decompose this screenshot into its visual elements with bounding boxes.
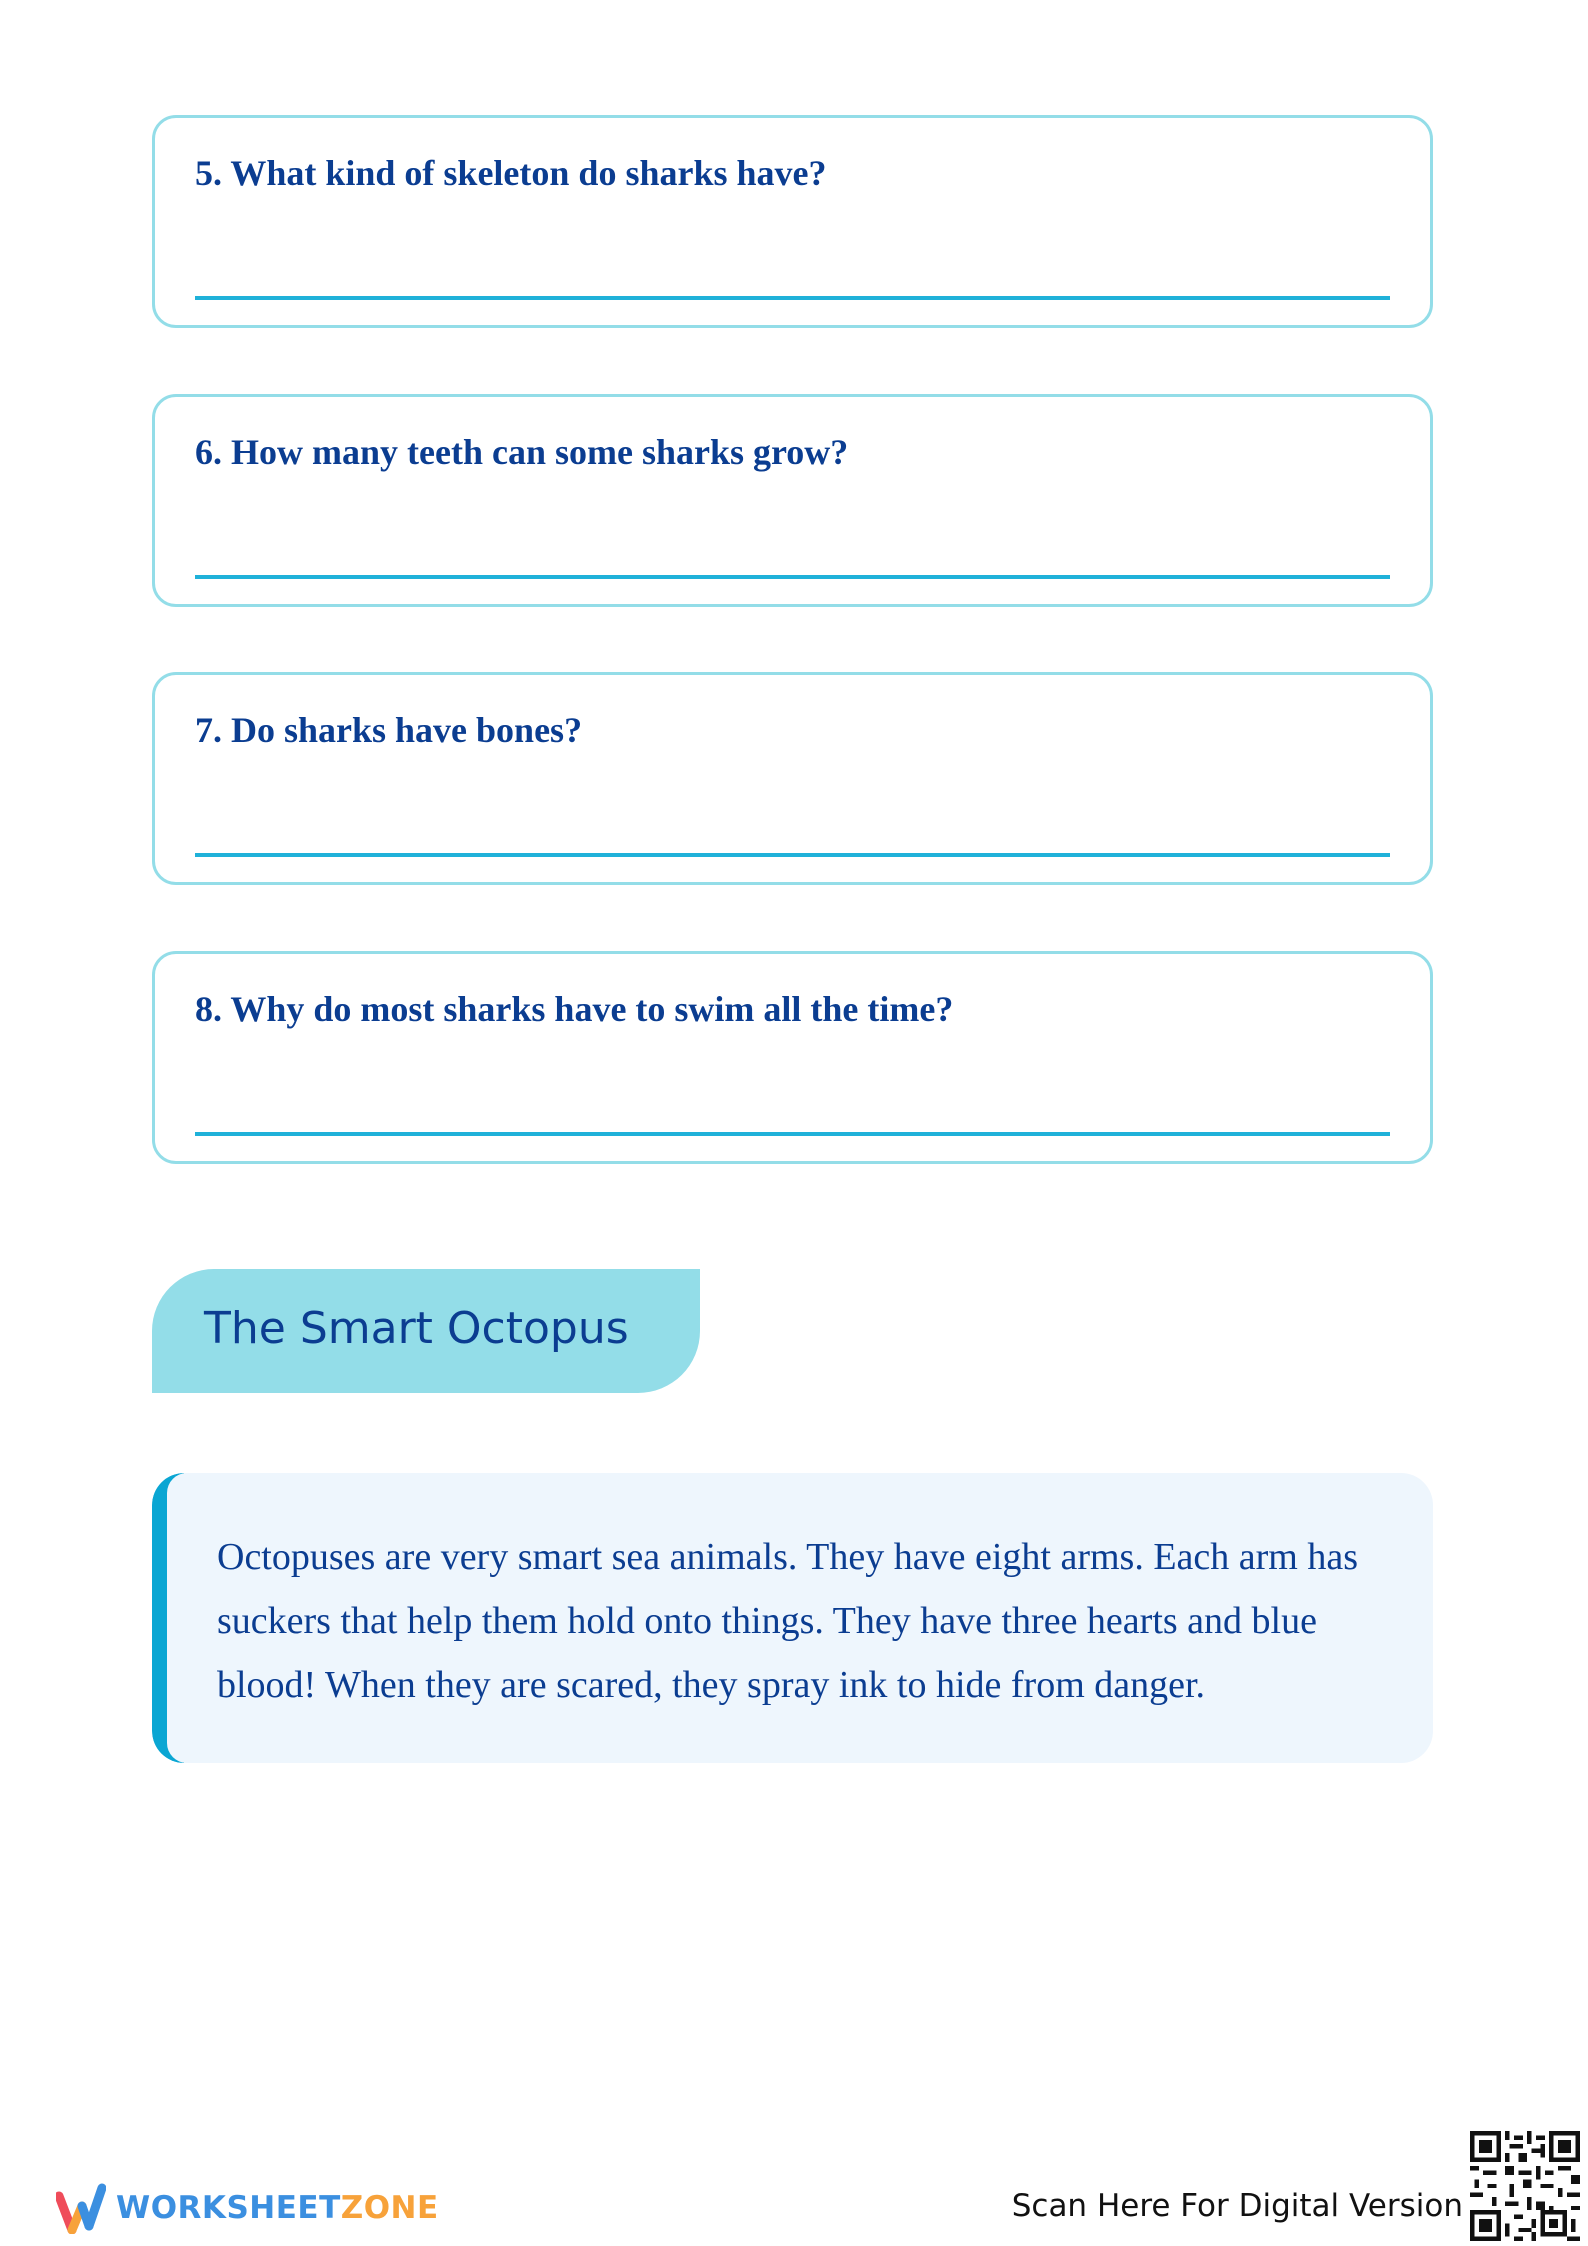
question-number: 5. — [195, 153, 222, 193]
scan-prompt: Scan Here For Digital Version — [1011, 2188, 1463, 2224]
answer-line[interactable] — [195, 1132, 1390, 1136]
question-7-text — [195, 709, 582, 751]
qr-code-icon[interactable] — [1470, 2131, 1580, 2241]
answer-line[interactable] — [195, 575, 1390, 579]
answer-line[interactable] — [195, 296, 1390, 300]
brand-name-part1: WORKSHEET — [116, 2190, 341, 2226]
question-box-8 — [152, 951, 1433, 1164]
passage-text: Octopuses are very smart sea animals. They have eight arms. Each arm has suckers that help them hold onto things. They have three hearts and blue blood! When they are scared, they spray ink to hide from danger. — [217, 1536, 1359, 1706]
question-label: Why do most sharks have to swim all the time? — [230, 989, 954, 1029]
section-title: The Smart Octopus — [204, 1303, 629, 1354]
brand-name-part2: ZONE — [340, 2190, 439, 2226]
worksheetzone-logo[interactable] — [56, 2178, 439, 2238]
question-number: 6. — [195, 432, 222, 472]
question-5-text — [195, 152, 827, 194]
question-6-text — [195, 431, 848, 473]
answer-line[interactable] — [195, 853, 1390, 857]
brand-name — [116, 2190, 439, 2226]
question-box-7 — [152, 672, 1433, 885]
question-label: What kind of skeleton do sharks have? — [230, 153, 827, 193]
worksheetzone-logo-icon — [56, 2182, 106, 2234]
passage-accent-bar — [152, 1473, 184, 1763]
reading-passage — [152, 1473, 1433, 1763]
question-box-5 — [152, 115, 1433, 328]
section-heading-tab — [152, 1269, 700, 1393]
question-number: 7. — [195, 710, 222, 750]
question-label: Do sharks have bones? — [231, 710, 583, 750]
question-8-text — [195, 988, 953, 1030]
question-label: How many teeth can some sharks grow? — [231, 432, 849, 472]
question-number: 8. — [195, 989, 222, 1029]
question-box-6 — [152, 394, 1433, 607]
